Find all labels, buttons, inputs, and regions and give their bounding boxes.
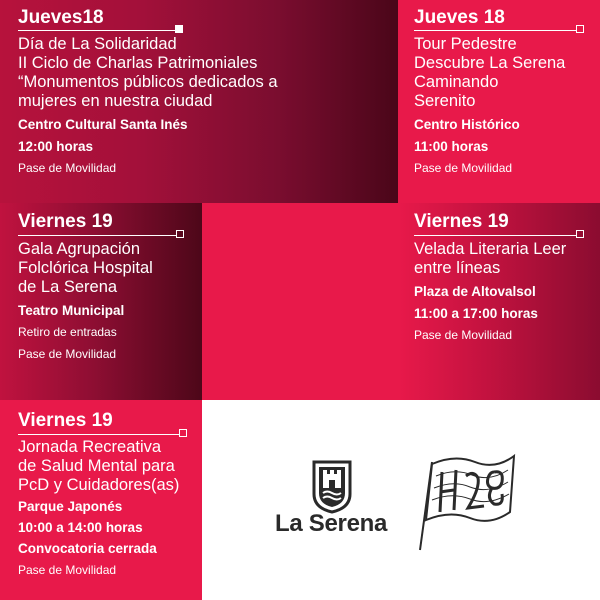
event-desc-line: Gala Agrupación <box>18 240 141 258</box>
event-time: 11:00 horas <box>414 139 489 154</box>
event-desc-line: “Monumentos públicos dedicados a <box>18 73 278 91</box>
event-time: 11:00 a 17:00 horas <box>414 306 538 321</box>
event-place: Centro Cultural Santa Inés <box>18 117 188 132</box>
event-card-tour-pedestre <box>398 0 600 203</box>
header-rule <box>18 30 176 31</box>
event-day: Jueves 18 <box>414 7 505 28</box>
event-day: Viernes 19 <box>414 211 509 232</box>
event-place: Teatro Municipal <box>18 303 125 318</box>
header-box-icon <box>576 230 584 238</box>
event-extra: Retiro de entradas <box>18 325 117 339</box>
event-place: Parque Japonés <box>18 499 123 514</box>
event-body <box>18 438 179 578</box>
event-desc-line: Folclórica Hospital <box>18 259 153 277</box>
event-desc-line: Tour Pedestre <box>414 35 517 53</box>
event-place: Centro Histórico <box>414 117 520 132</box>
event-place: Plaza de Altovalsol <box>414 284 536 299</box>
event-body <box>414 240 566 343</box>
event-note: Pase de Movilidad <box>18 347 117 361</box>
event-desc-line: Día de La Solidaridad <box>18 35 177 53</box>
event-desc-line: PcD y Cuidadores(as) <box>18 476 180 494</box>
event-day: Viernes 19 <box>18 410 113 431</box>
event-note: Pase de Movilidad <box>18 161 117 175</box>
event-note: Pase de Movilidad <box>414 328 513 342</box>
event-time: 12:00 horas <box>18 139 94 154</box>
logo-area <box>202 400 600 600</box>
header-rule <box>18 235 176 236</box>
event-card-gala-folclorica <box>0 203 202 400</box>
event-note: Pase de Movilidad <box>18 563 117 577</box>
event-desc-line: entre líneas <box>414 259 501 277</box>
header-rule <box>414 30 577 31</box>
event-card-jornada-recreativa <box>0 400 202 600</box>
event-extra: Convocatoria cerrada <box>18 541 157 556</box>
event-card-solidaridad <box>0 0 398 203</box>
header-box-icon <box>576 25 584 33</box>
event-desc-line: Jornada Recreativa <box>18 438 162 456</box>
color-block <box>202 203 398 400</box>
flag-emblem-icon <box>410 442 520 557</box>
event-desc-line: Velada Literaria Leer <box>414 240 567 258</box>
event-desc-line: Caminando <box>414 73 499 91</box>
event-desc-line: mujeres en nuestra ciudad <box>18 92 213 110</box>
event-day: Jueves18 <box>18 7 104 28</box>
event-time: 10:00 a 14:00 horas <box>18 520 143 535</box>
event-desc-line: Descubre La Serena <box>414 54 566 72</box>
event-day: Viernes 19 <box>18 211 113 232</box>
header-box-icon <box>175 25 183 33</box>
brand-name: La Serena <box>275 510 388 537</box>
event-desc-line: II Ciclo de Charlas Patrimoniales <box>18 54 258 72</box>
event-card-velada-literaria <box>398 203 600 400</box>
header-box-icon <box>176 230 184 238</box>
event-desc-line: de La Serena <box>18 278 118 296</box>
event-body <box>414 35 565 176</box>
event-note: Pase de Movilidad <box>414 161 513 175</box>
city-crest-icon <box>312 460 352 514</box>
event-body <box>18 240 153 362</box>
event-body <box>18 35 278 176</box>
header-box-icon <box>179 429 187 437</box>
event-desc-line: de Salud Mental para <box>18 457 175 475</box>
header-rule <box>18 434 179 435</box>
header-rule <box>414 235 577 236</box>
event-desc-line: Serenito <box>414 92 476 110</box>
